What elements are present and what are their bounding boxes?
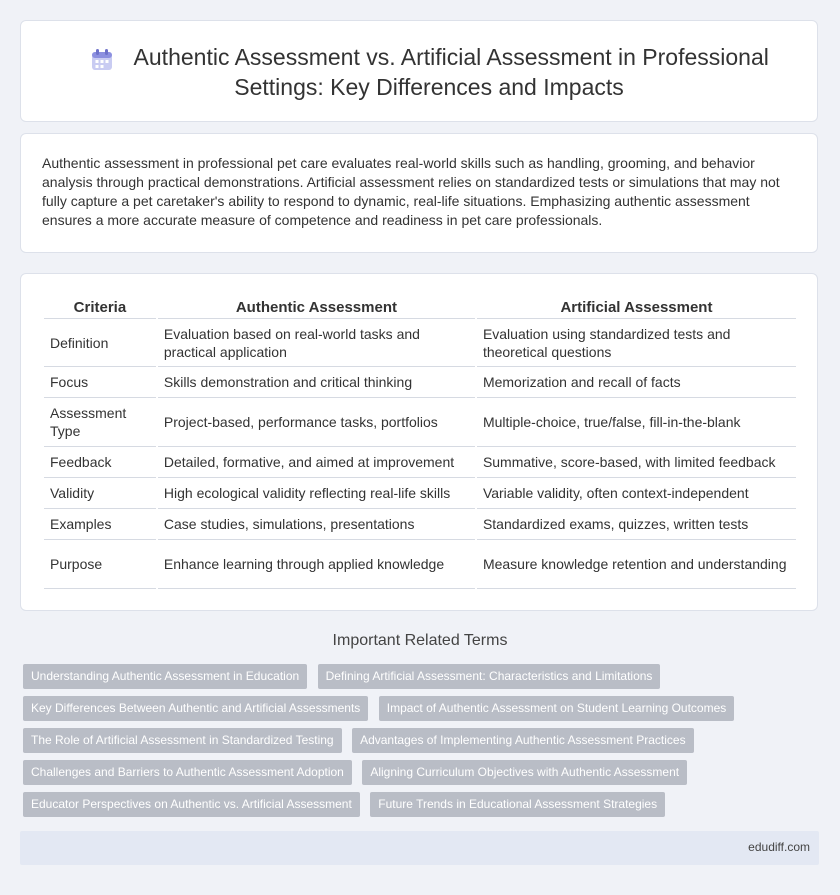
page-title: Authentic Assessment vs. Artificial Assessment in Professional Settings: Key Differences and Impacts <box>133 44 769 100</box>
table-row <box>44 319 796 367</box>
related-term-tag[interactable]: Aligning Curriculum Objectives with Authentic Assessment <box>362 760 687 785</box>
column-header: Artificial Assessment <box>477 297 796 319</box>
footer-bar <box>20 831 819 865</box>
table-row <box>44 478 796 509</box>
comparison-card <box>20 273 818 611</box>
related-term-tag[interactable]: Understanding Authentic Assessment in Education <box>23 664 307 689</box>
table-row <box>44 509 796 540</box>
footer-site-link[interactable]: edudiff.com <box>748 840 810 854</box>
related-term-tag[interactable]: The Role of Artificial Assessment in Standardized Testing <box>23 728 342 753</box>
table-row <box>44 398 796 447</box>
related-term-tag[interactable]: Defining Artificial Assessment: Characteristics and Limitations <box>318 664 661 689</box>
header-card <box>20 20 818 122</box>
table-cell: Purpose <box>44 540 156 589</box>
table-header-row <box>44 297 796 319</box>
tag-row <box>23 792 803 824</box>
table-cell: Assessment Type <box>44 398 156 447</box>
table-cell: Case studies, simulations, presentations <box>158 509 475 540</box>
related-term-tag[interactable]: Future Trends in Educational Assessment Strategies <box>370 792 665 817</box>
related-term-tag[interactable]: Impact of Authentic Assessment on Student Learning Outcomes <box>379 696 735 721</box>
table-cell: Project-based, performance tasks, portfolios <box>158 398 475 447</box>
table-cell: Examples <box>44 509 156 540</box>
table-cell: Evaluation using standardized tests and theoretical questions <box>477 319 796 367</box>
tag-row <box>23 696 803 728</box>
table-cell: Summative, score-based, with limited feedback <box>477 447 796 478</box>
table-cell: High ecological validity reflecting real-life skills <box>158 478 475 509</box>
comparison-table <box>42 297 798 589</box>
related-term-tag[interactable]: Educator Perspectives on Authentic vs. Artificial Assessment <box>23 792 360 817</box>
title-wrap <box>61 43 797 102</box>
table-cell: Multiple-choice, true/false, fill-in-the-blank <box>477 398 796 447</box>
table-cell: Standardized exams, quizzes, written tests <box>477 509 796 540</box>
intro-text: Authentic assessment in professional pet care evaluates real-world skills such as handling, grooming, and behavior analysis through practical demonstrations. Artificial assessment relies on standardized tests or simulations that may not fully capture a pet caretaker's ability to respond to dynamic, real-life situations. Emphasizing authentic assessment ensures a more accurate measure of competence and readiness in pet care professionals. <box>42 155 780 228</box>
column-header: Authentic Assessment <box>158 297 475 319</box>
related-term-tag[interactable]: Advantages of Implementing Authentic Assessment Practices <box>352 728 694 753</box>
table-cell: Skills demonstration and critical thinking <box>158 367 475 398</box>
tag-row <box>23 760 803 792</box>
table-cell: Validity <box>44 478 156 509</box>
tag-row <box>23 664 803 696</box>
table-cell: Memorization and recall of facts <box>477 367 796 398</box>
calendar-icon <box>89 47 115 73</box>
table-row <box>44 540 796 589</box>
related-terms-list <box>23 664 803 824</box>
intro-card <box>20 133 818 253</box>
related-term-tag[interactable]: Challenges and Barriers to Authentic Assessment Adoption <box>23 760 352 785</box>
table-cell: Detailed, formative, and aimed at improvement <box>158 447 475 478</box>
table-cell: Measure knowledge retention and understanding <box>477 540 796 589</box>
related-terms-title: Important Related Terms <box>332 632 508 649</box>
table-cell: Focus <box>44 367 156 398</box>
table-cell: Evaluation based on real-world tasks and practical application <box>158 319 475 367</box>
table-row <box>44 447 796 478</box>
table-cell: Definition <box>44 319 156 367</box>
column-header: Criteria <box>44 297 156 319</box>
table-row <box>44 367 796 398</box>
related-term-tag[interactable]: Key Differences Between Authentic and Artificial Assessments <box>23 696 368 721</box>
table-cell: Variable validity, often context-independent <box>477 478 796 509</box>
table-cell: Enhance learning through applied knowledge <box>158 540 475 589</box>
table-cell: Feedback <box>44 447 156 478</box>
tag-row <box>23 728 803 760</box>
